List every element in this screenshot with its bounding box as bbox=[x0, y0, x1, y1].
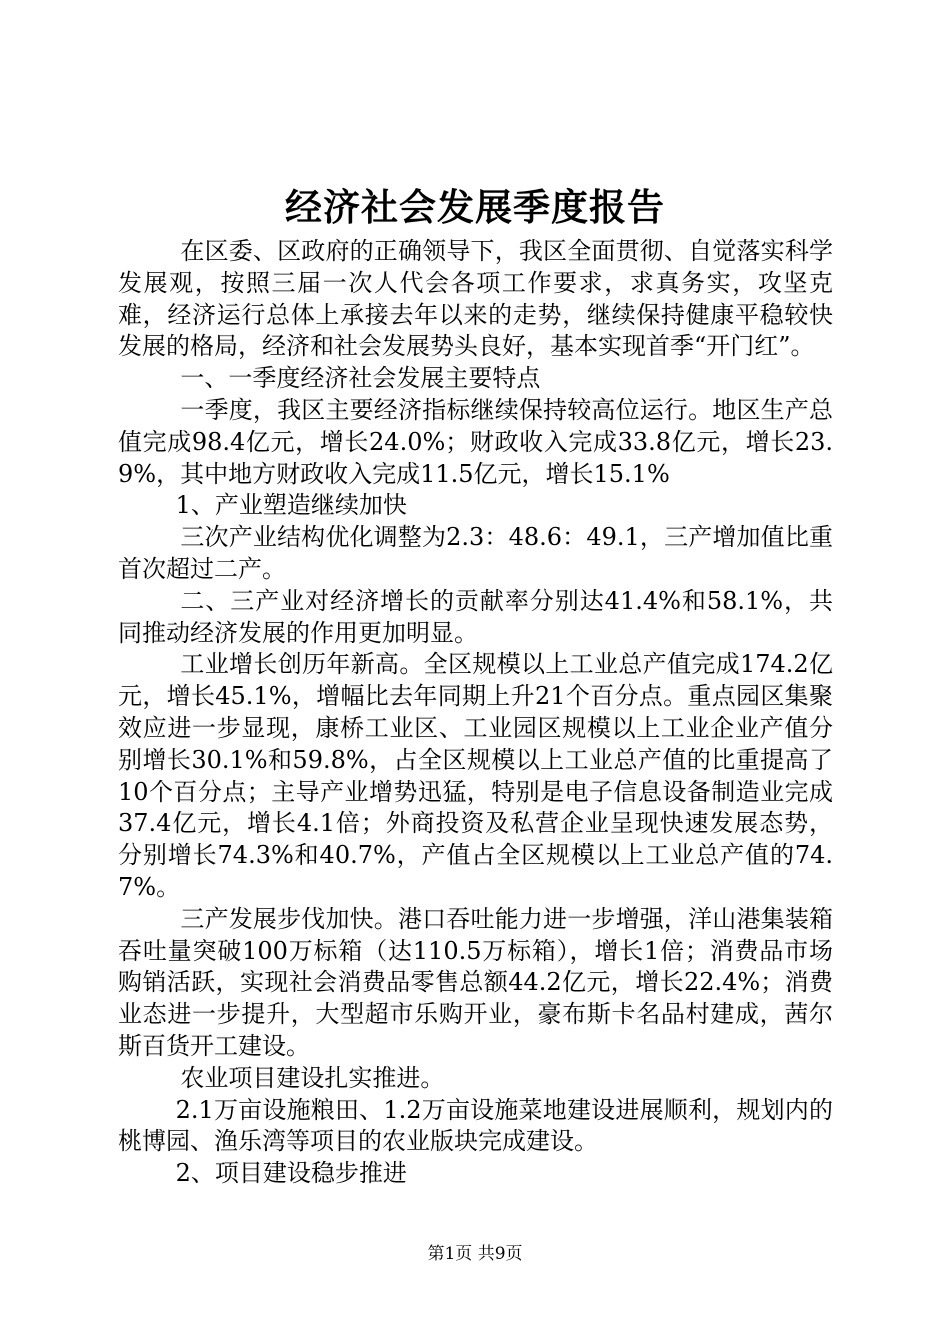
document-body bbox=[118, 236, 833, 1190]
paragraph-tertiary-industry: 三产发展步伐加快。港口吞吐能力进一步增强，洋山港集装箱吞吐量突破100万标箱（达110.5万标箱），增长1倍；消费品市场购销活跃，实现社会消费品零售总额44.2亿元，增长22.4%；消费业态进一步提升，大型超市乐购开业，豪布斯卡名品村建成，茜尔斯百货开工建设。 bbox=[118, 904, 833, 1060]
page-number-footer: 第1页 共9页 bbox=[427, 1244, 523, 1264]
paragraph-intro: 在区委、区政府的正确领导下，我区全面贯彻、自觉落实科学发展观，按照三届一次人代会各项工作要求，求真务实，攻坚克难，经济运行总体上承接去年以来的走势，继续保持健康平稳较快发展的格局，经济和社会发展势头良好，基本实现首季“开门红”。 bbox=[118, 237, 833, 361]
paragraph-agriculture-projects: 2.1万亩设施粮田、1.2万亩设施菜地建设进展顺利，规划内的桃博园、渔乐湾等项目的农业版块完成建设。 bbox=[118, 1095, 833, 1156]
subsection-heading-2: 2、项目建设稳步推进 bbox=[175, 1159, 407, 1188]
paragraph-q1-summary: 一季度，我区主要经济指标继续保持较高位运行。地区生产总值完成98.4亿元，增长24.0%；财政收入完成33.8亿元，增长23.9%，其中地方财政收入完成11.5亿元，增长15.1% bbox=[118, 395, 833, 488]
subsection-heading-1: 1、产业塑造继续加快 bbox=[175, 491, 407, 520]
paragraph-contribution-rate: 二、三产业对经济增长的贡献率分别达41.4%和58.1%，共同推动经济发展的作用更加明显。 bbox=[118, 586, 833, 647]
paragraph-industrial-growth: 工业增长创历年新高。全区规模以上工业总产值完成174.2亿元，增长45.1%，增幅比去年同期上升21个百分点。重点园区集聚效应进一步显现，康桥工业区、工业园区规模以上工业企业产值分别增长30.1%和59.8%，占全区规模以上工业总产值的比重提高了10个百分点；主导产业增势迅猛，特别是电子信息设备制造业完成37.4亿元，增长4.1倍；外商投资及私营企业呈现快速发展态势，分别增长74.3%和40.7%，产值占全区规模以上工业总产值的74.7%。 bbox=[118, 650, 833, 901]
section-heading-1: 一、一季度经济社会发展主要特点 bbox=[180, 364, 541, 393]
paragraph-industry-structure: 三次产业结构优化调整为2.3：48.6：49.1，三产增加值比重首次超过二产。 bbox=[118, 523, 833, 583]
document-title: 经济社会发展季度报告 bbox=[285, 186, 665, 229]
paragraph-agriculture-heading: 农业项目建设扎实推进。 bbox=[180, 1063, 445, 1092]
